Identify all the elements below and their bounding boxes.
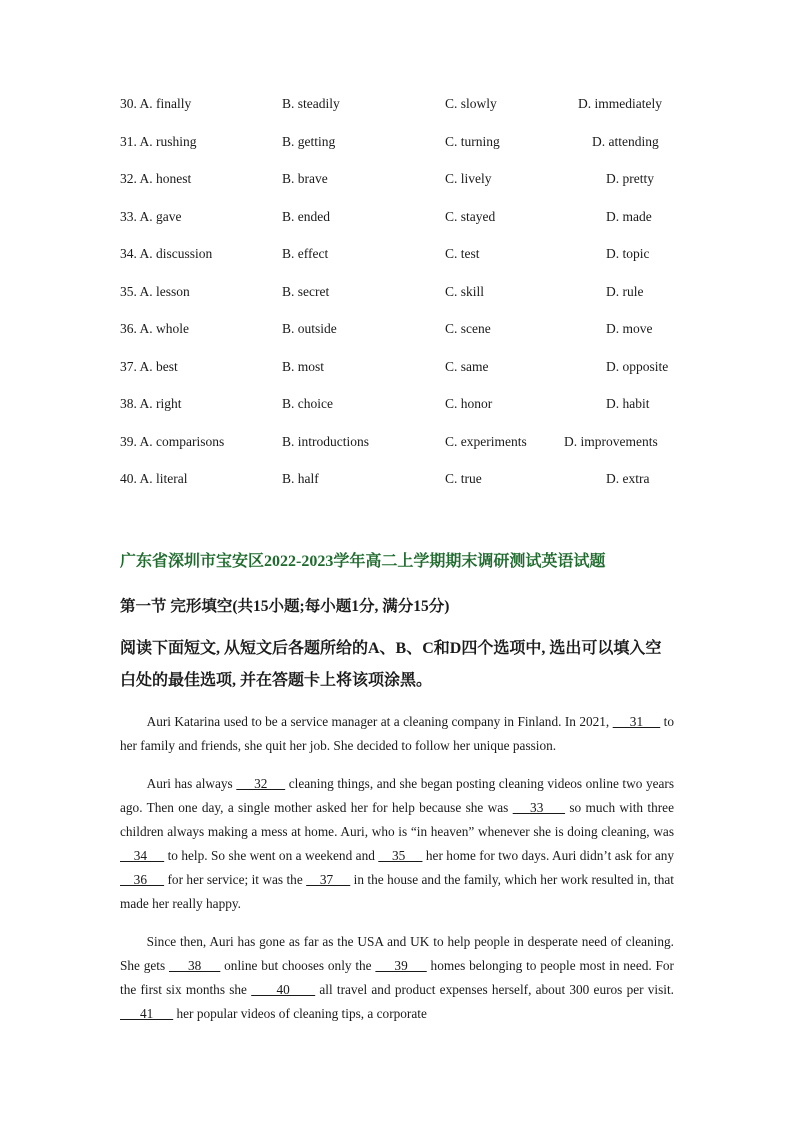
option-c: C. honor <box>445 396 493 411</box>
answer-blank[interactable]: 38 <box>168 958 221 973</box>
passage-text: so much with three children always making a mess at home. Auri, who is “in heaven” whenever she is doing cleaning, was <box>120 800 674 839</box>
option-row <box>0 430 794 468</box>
option-a: 39. A. comparisons <box>120 433 225 449</box>
option-d: D. topic <box>606 246 650 261</box>
option-d: D. immediately <box>578 96 662 111</box>
option-c: C. scene <box>445 321 491 336</box>
option-b: B. half <box>282 471 319 486</box>
answer-blank[interactable]: 37 <box>306 872 351 887</box>
option-a: 34. A. discussion <box>120 246 213 261</box>
option-row <box>0 167 794 205</box>
passage-text: her popular videos of cleaning tips, a corporate <box>173 1006 427 1021</box>
option-c: C. test <box>445 246 480 261</box>
option-a: 30. A. finally <box>120 96 192 111</box>
option-d: D. pretty <box>606 171 654 186</box>
passage-text: Auri has always <box>146 776 237 791</box>
option-row <box>0 280 794 318</box>
option-d: D. improvements <box>564 433 658 449</box>
passage-text: Auri Katarina used to be a service manager at a cleaning company in Finland. In 2021, <box>146 714 613 729</box>
option-b: B. introductions <box>282 433 369 449</box>
answer-blank[interactable]: 36 <box>120 872 165 887</box>
option-b: B. effect <box>282 246 329 261</box>
answer-blank[interactable]: 34 <box>120 848 165 863</box>
option-a: 36. A. whole <box>120 321 189 336</box>
option-a: 37. A. best <box>120 358 178 374</box>
option-row <box>0 242 794 280</box>
option-c: C. lively <box>445 171 492 186</box>
answer-blank[interactable]: 39 <box>375 958 427 973</box>
option-b: B. choice <box>282 396 333 411</box>
passage-text: cleaning things, and she began posting cleaning videos online two years ago. Then one day, a single mother asked her for help because she was <box>120 776 674 815</box>
passage-text: to her family and friends, she quit her job. She decided to follow her unique passion. <box>120 714 675 753</box>
answer-blank[interactable]: 32 <box>236 776 286 791</box>
option-row <box>0 205 794 243</box>
passage-text: her home for two days. Auri didn’t ask for any <box>422 848 675 863</box>
option-d: D. made <box>606 208 652 224</box>
option-c: C. true <box>445 471 482 486</box>
option-row <box>0 130 794 168</box>
option-row <box>0 355 794 393</box>
option-c: C. slowly <box>445 96 497 111</box>
answer-blank[interactable]: 40 <box>251 982 316 997</box>
option-d: D. habit <box>606 396 650 411</box>
option-row <box>0 92 794 130</box>
option-a: 38. A. right <box>120 396 182 411</box>
passage-text: Since then, Auri has gone as far as the USA and UK to help people in desperate need of cleaning. She gets <box>120 934 674 973</box>
option-d: D. opposite <box>606 358 669 374</box>
option-c: C. stayed <box>445 208 496 224</box>
option-c: C. experiments <box>445 433 527 449</box>
part-title: 第一节 完形填空(共15小题;每小题1分, 满分15分) <box>120 598 450 615</box>
instructions: 阅读下面短文, 从短文后各题所给的A、B、C和D四个选项中, 选出可以填入空白处的最佳选项, 并在答题卡上将该项涂黑。 <box>120 640 662 689</box>
option-c: C. turning <box>445 133 500 149</box>
option-b: B. secret <box>282 283 330 299</box>
option-b: B. outside <box>282 321 337 336</box>
answer-blank[interactable]: 33 <box>512 800 566 815</box>
passage-text: online but chooses only the <box>220 958 376 973</box>
answer-options-list <box>0 92 794 505</box>
option-d: D. attending <box>592 133 659 149</box>
option-d: D. rule <box>606 283 644 299</box>
option-b: B. steadily <box>282 96 340 111</box>
option-row <box>0 317 794 355</box>
passage-text: in the house and the family, which her work resulted in, that made her really happy. <box>120 872 674 911</box>
option-b: B. most <box>282 358 325 374</box>
option-b: B. ended <box>282 208 330 224</box>
option-b: B. getting <box>282 133 336 149</box>
answer-blank[interactable]: 31 <box>612 714 661 729</box>
passage-paragraph <box>120 710 674 758</box>
option-row <box>0 392 794 430</box>
option-a: 33. A. gave <box>120 208 182 224</box>
option-a: 40. A. literal <box>120 471 188 486</box>
passage-paragraph <box>120 930 674 1026</box>
option-a: 35. A. lesson <box>120 283 190 299</box>
cloze-passage <box>120 710 674 1040</box>
option-c: C. skill <box>445 283 485 299</box>
option-a: 31. A. rushing <box>120 133 197 149</box>
passage-text: for her service; it was the <box>164 872 307 887</box>
option-d: D. extra <box>606 471 650 486</box>
option-d: D. move <box>606 321 653 336</box>
option-b: B. brave <box>282 171 328 186</box>
passage-paragraph <box>120 772 674 916</box>
section-title: 广东省深圳市宝安区2022-2023学年高二上学期期末调研测试英语试题 <box>120 553 606 570</box>
passage-text: homes belonging to people most in need. For the first six months she <box>120 958 674 997</box>
option-c: C. same <box>445 358 489 374</box>
answer-blank[interactable]: 35 <box>378 848 423 863</box>
passage-text: all travel and product expenses herself, about 300 euros per visit. <box>315 982 675 997</box>
option-row <box>0 467 794 505</box>
passage-text: to help. So she went on a weekend and <box>164 848 379 863</box>
answer-blank[interactable]: 41 <box>120 1006 174 1021</box>
option-a: 32. A. honest <box>120 171 192 186</box>
